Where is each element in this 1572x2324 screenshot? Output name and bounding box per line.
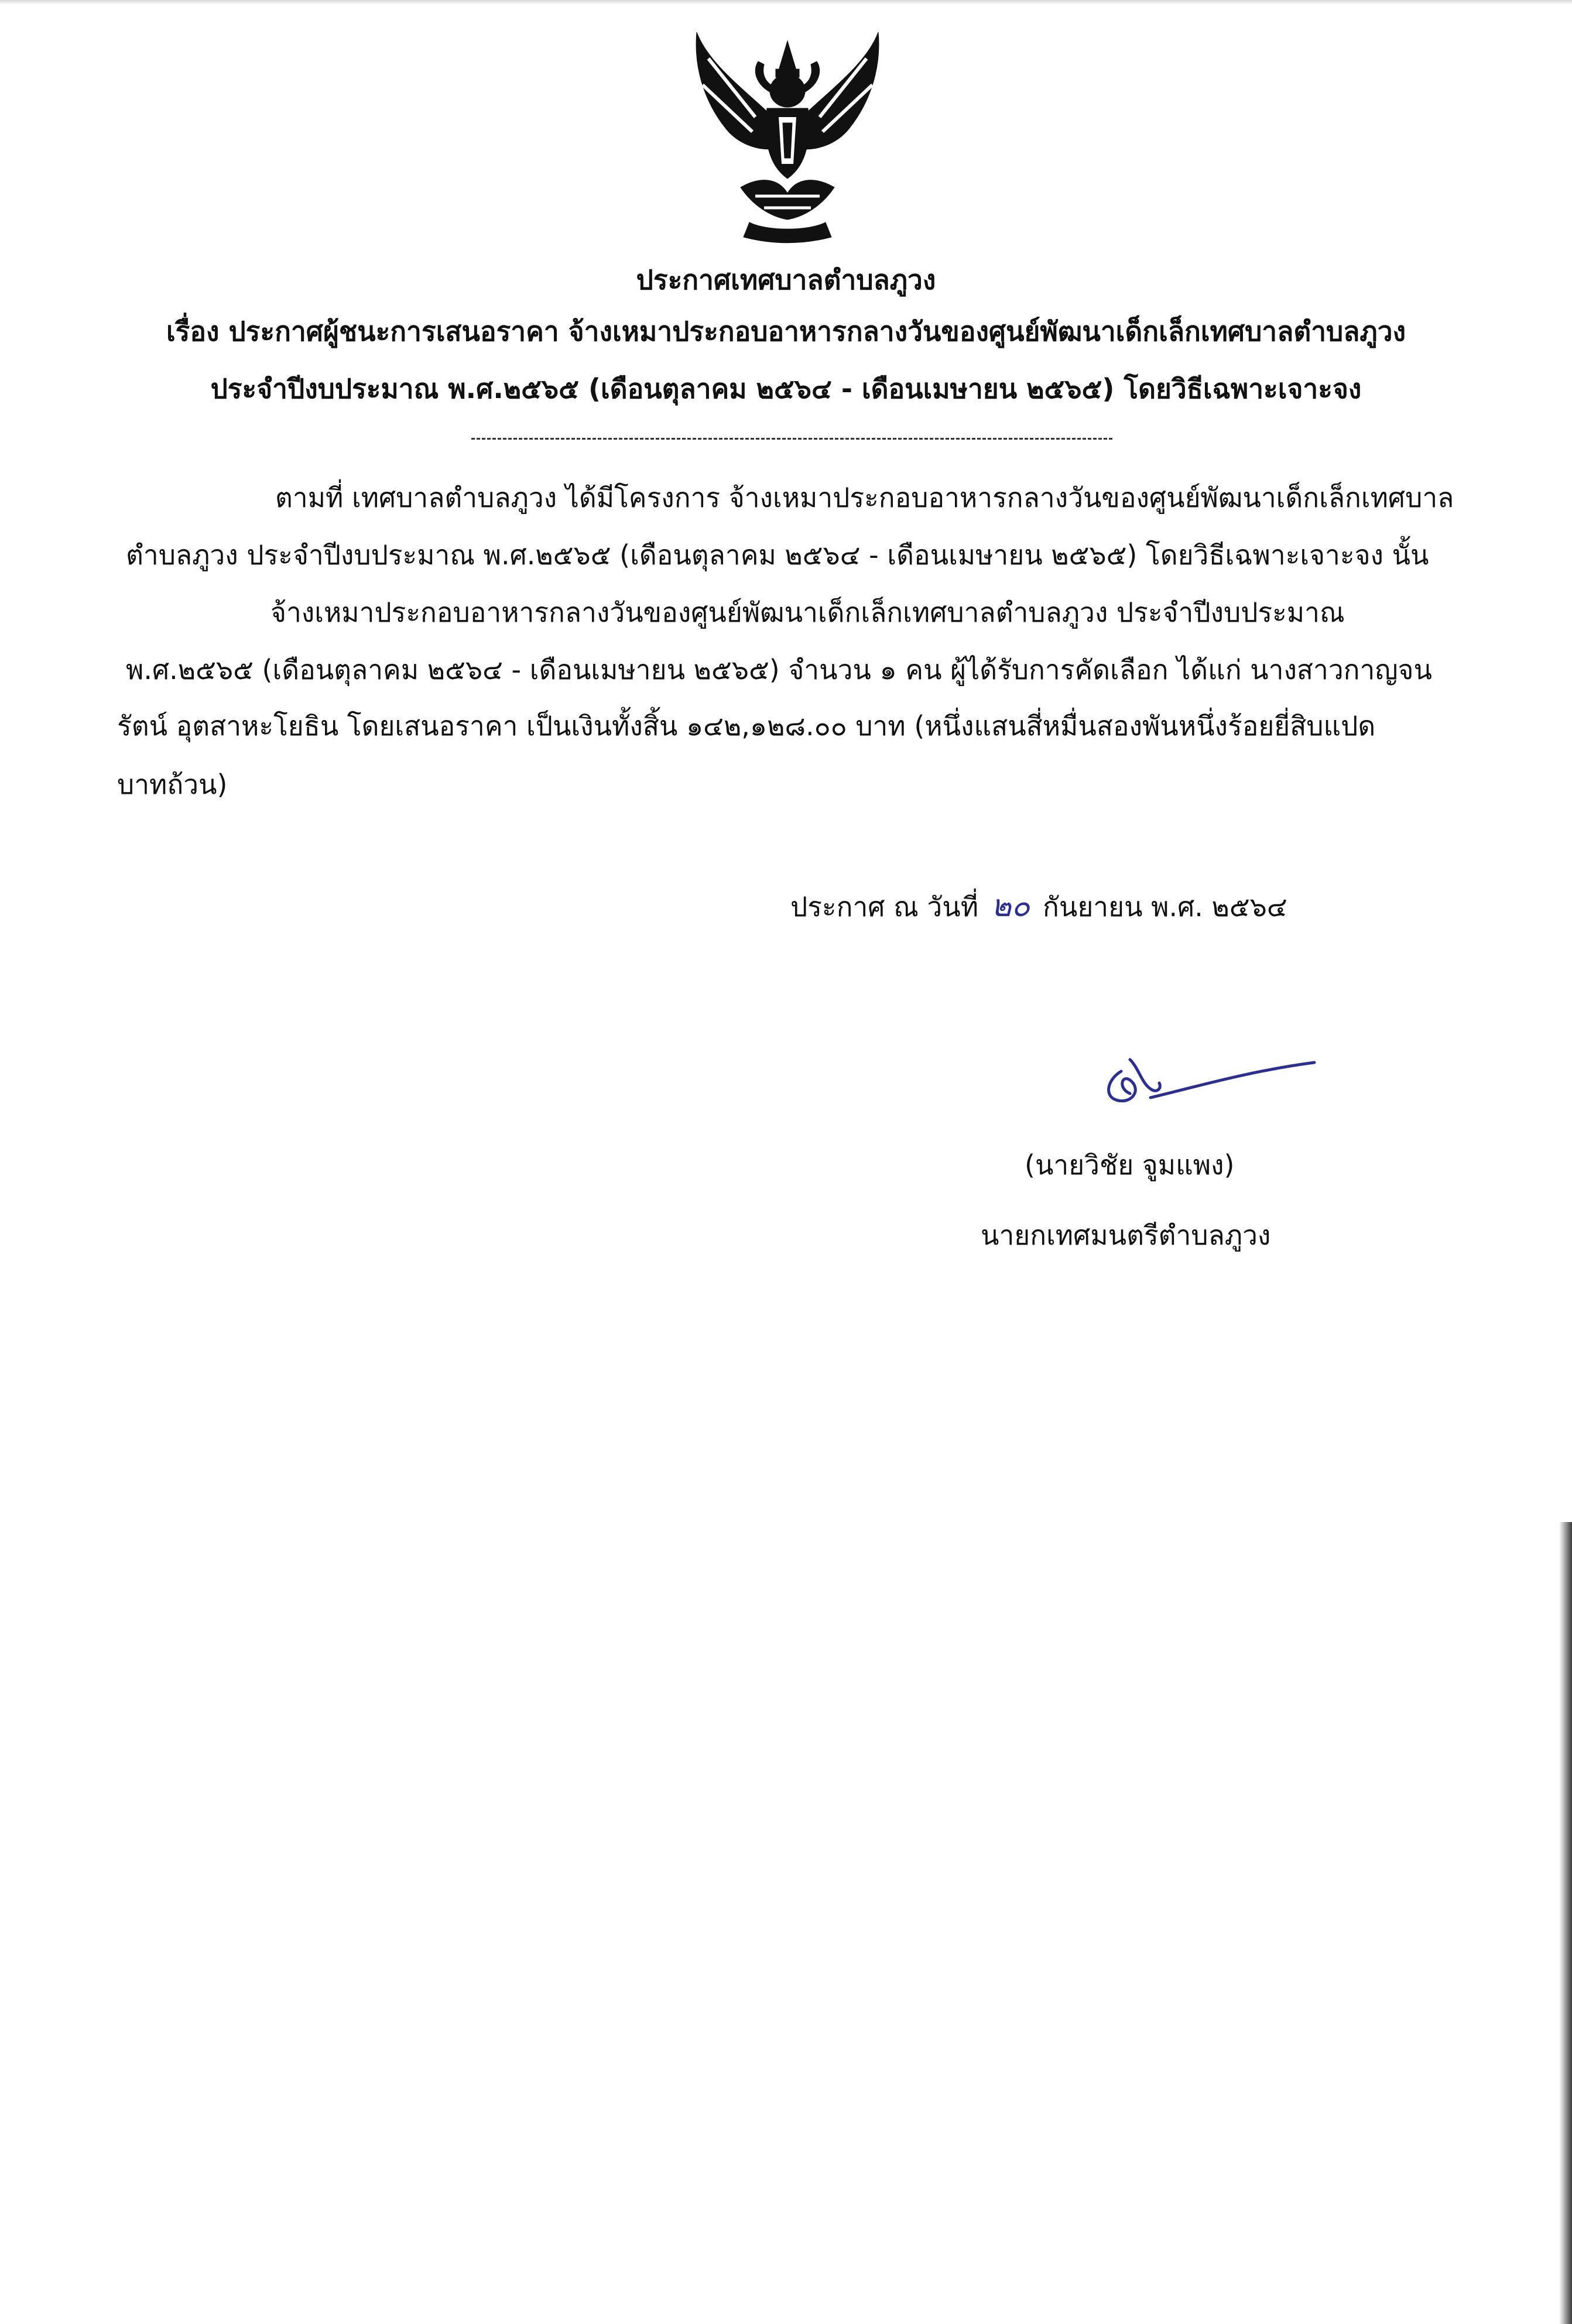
handwritten-signature-icon [1095, 1048, 1317, 1112]
date-prefix: ประกาศ ณ วันที่ [790, 891, 979, 923]
body-line-4: พ.ศ.๒๕๖๕ (เดือนตุลาคม ๒๕๖๔ - เดือนเมษายน ๒๕๖๕) จำนวน ๑ คน ผู้ได้รับการคัดเลือก ได้แก่ นางสาวกาญจน [126, 654, 1432, 685]
dashed-divider [471, 438, 1112, 440]
date-day-handwritten: ๒๐ [991, 889, 1030, 924]
scan-edge-top [0, 0, 1572, 5]
scan-edge-right [1559, 1522, 1572, 2324]
date-suffix: กันยายน พ.ศ. ๒๕๖๔ [1043, 891, 1287, 923]
body-line-2: ตำบลภูวง ประจำปีงบประมาณ พ.ศ.๒๕๖๕ (เดือนตุลาคม ๒๕๖๔ - เดือนเมษายน ๒๕๖๕) โดยวิธีเฉพาะเจาะจง นั้น [126, 539, 1429, 571]
announcement-date [790, 889, 1287, 924]
subject-line-2: ประจำปีงบประมาณ พ.ศ.๒๕๖๕ (เดือนตุลาคม ๒๕๖๔ - เดือนเมษายน ๒๕๖๕) โดยวิธีเฉพาะเจาะจง [210, 373, 1362, 405]
subject-line-1: เรื่อง ประกาศผู้ชนะการเสนอราคา จ้างเหมาประกอบอาหารกลางวันของศูนย์พัฒนาเด็กเล็กเทศบาลตำบลภูวง [166, 316, 1406, 347]
body-line-1: ตามที่ เทศบาลตำบลภูวง ได้มีโครงการ จ้างเหมาประกอบอาหารกลางวันของศูนย์พัฒนาเด็กเล็กเทศบาล [275, 482, 1454, 513]
garuda-emblem-icon [685, 29, 890, 246]
body-line-5: รัตน์ อุตสาหะโยธิน โดยเสนอราคา เป็นเงินทั้งสิ้น ๑๔๒,๑๒๘.๐๐ บาท (หนึ่งแสนสี่หมื่นสองพันหนึ่งร้อยยี่สิบแปด [117, 710, 1376, 742]
signatory-position: นายกเทศมนตรีตำบลภูวง [981, 1219, 1271, 1251]
body-line-3: จ้างเหมาประกอบอาหารกลางวันของศูนย์พัฒนาเด็กเล็กเทศบาลตำบลภูวง ประจำปีงบประมาณ [270, 597, 1345, 628]
page-title: ประกาศเทศบาลตำบลภูวง [636, 264, 936, 296]
body-line-6: บาทถ้วน) [117, 769, 228, 800]
signatory-name: (นายวิชัย จูมแพง) [1025, 1149, 1235, 1181]
